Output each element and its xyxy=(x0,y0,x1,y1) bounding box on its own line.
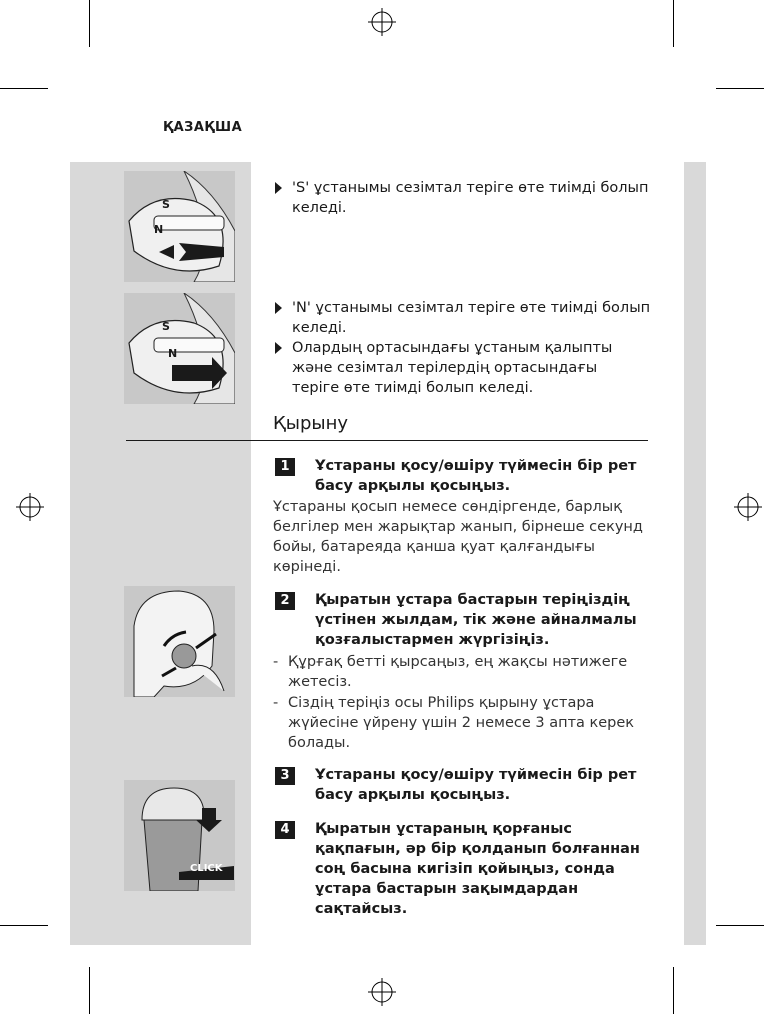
s-position-text: 'S' ұстанымы сезімтал теріге өте тиімді болып келеді. xyxy=(292,180,649,216)
crop-mark xyxy=(716,88,764,89)
protection-cap-illustration xyxy=(124,780,235,891)
registration-mark-icon xyxy=(734,493,762,521)
crop-mark xyxy=(0,925,48,926)
triangle-bullet-icon xyxy=(275,182,282,194)
crop-mark xyxy=(673,0,674,47)
triangle-bullet-icon xyxy=(275,342,282,354)
page-edge-tab xyxy=(684,162,706,945)
step-number: 1 xyxy=(275,458,295,476)
crop-mark xyxy=(673,967,674,1014)
tip-text: Сіздің теріңіз осы Philips қырыну ұстара жүйесіне үйрену үшін 2 немесе 3 апта керек болады. xyxy=(288,695,635,751)
section-divider xyxy=(126,440,648,441)
crop-mark xyxy=(716,925,764,926)
step-number: 2 xyxy=(275,592,295,610)
crop-mark xyxy=(89,0,90,47)
registration-mark-icon xyxy=(16,493,44,521)
click-label: CLICK xyxy=(190,863,223,874)
n-position-text: 'N' ұстанымы сезімтал теріге өте тиімді болып келеді. xyxy=(292,300,651,336)
registration-mark-icon xyxy=(368,978,396,1006)
registration-mark-icon xyxy=(368,8,396,36)
crop-mark xyxy=(0,88,48,89)
n-label: N xyxy=(168,347,178,360)
step-number: 3 xyxy=(275,767,295,785)
tip-text: Құрғақ бетті қырсаңыз, ең жақсы нәтижеге жетесіз. xyxy=(288,654,628,690)
shaving-face-illustration xyxy=(124,586,235,697)
n-label: N xyxy=(154,223,164,236)
step-number: 4 xyxy=(275,821,295,839)
middle-position-text: Олардың ортасындағы ұстаным қалыпты және сезімтал терілердің ортасындағы теріге өте тиімді болып келеді. xyxy=(292,340,613,396)
s-label: S xyxy=(162,198,170,211)
crop-mark xyxy=(89,967,90,1014)
tip-dash: - xyxy=(273,695,279,711)
n-position-illustration xyxy=(124,293,235,404)
section-title: Қырыну xyxy=(273,413,349,434)
s-position-illustration xyxy=(124,171,235,282)
step-text: Қыратын ұстара бастарын теріңіздің үстінен жылдам, тік және айналмалы қозғалыстармен жүргізіңіз. xyxy=(315,592,637,648)
s-label: S xyxy=(162,320,170,333)
step1-note: Ұстараны қосып немесе сөндіргенде, барлық белгілер мен жарықтар жанып, бірнеше секунд бойы, батареяда қанша қуат қалғандығы көрінеді. xyxy=(273,499,643,575)
tip-dash: - xyxy=(273,654,279,670)
language-heading: ҚАЗАҚША xyxy=(163,120,243,135)
step-text: Қыратын ұстараның қорғаныс қақпағын, әр бір қолданып болғаннан соң басына кигізіп қойыңыз, сонда ұстара бастарын зақымдардан сақтайсыз. xyxy=(315,821,640,917)
triangle-bullet-icon xyxy=(275,302,282,314)
step-text: Ұстараны қосу/өшіру түймесін бір рет басу арқылы қосыңыз. xyxy=(315,767,637,803)
step-text: Ұстараны қосу/өшіру түймесін бір рет басу арқылы қосыңыз. xyxy=(315,458,637,494)
